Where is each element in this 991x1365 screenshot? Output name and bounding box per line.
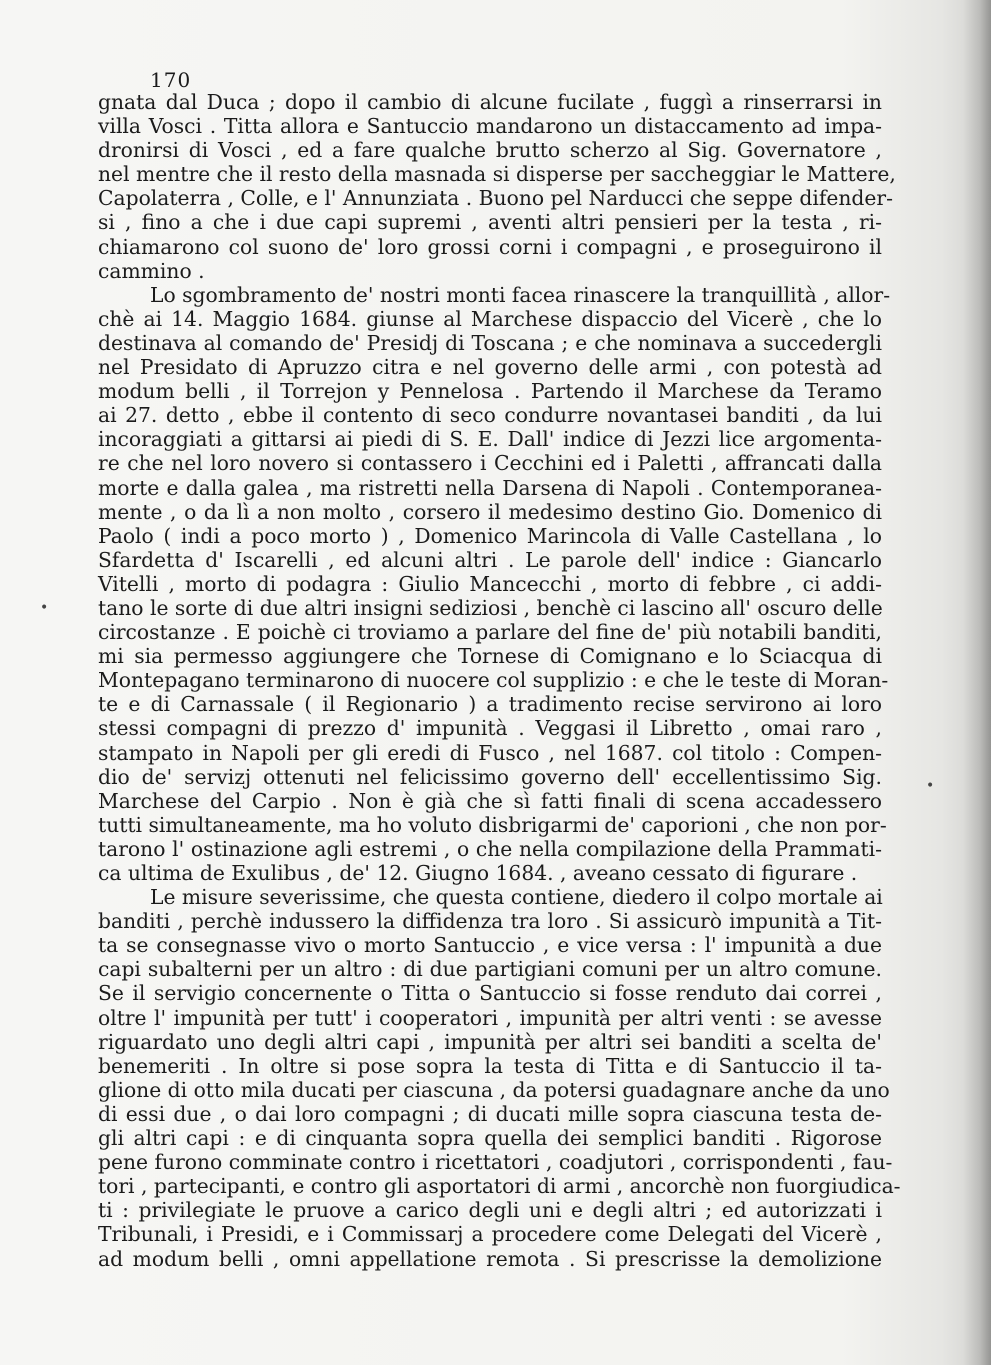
text-line: nel Presidato di Apruzzo citra e nel governo delle armi , con potestà ad <box>98 355 882 380</box>
text-line: circostanze . E poichè ci troviamo a parlare del fine de' più notabili banditi, <box>98 620 882 645</box>
text-line: ca ultima de Exulibus , de' 12. Giugno 1684. , aveano cessato di figurare . <box>98 861 858 885</box>
text-line: Se il servigio concernente o Titta o Santuccio si fosse renduto dai correi , <box>98 981 882 1006</box>
text-line: Sfardetta d' Iscarelli , ed alcuni altri . Le parole dell' indice : Giancarlo <box>98 547 882 572</box>
text-line: si , fino a che i due capi supremi , aventi altri pensieri per la testa , ri- <box>98 210 882 235</box>
text-line: dio de' servizj ottenuti nel felicissimo governo dell' eccellentissimo Sig. <box>98 764 882 789</box>
text-line: glione di otto mila ducati per ciascuna , da potersi guadagnare anche da uno <box>98 1077 890 1102</box>
text-line: Montepagano terminarono di nuocere col supplizio : e che le teste di Moran- <box>98 668 889 693</box>
text-line: mente , o da lì a non molto , corsero il medesimo destino Gio. Domenico di <box>98 499 882 524</box>
page-number: 170 <box>150 68 192 92</box>
text-line: benemeriti . In oltre si pose sopra la testa di Titta e di Santuccio il ta- <box>98 1053 882 1078</box>
text-line: ti : privilegiate le pruove a carico degli uni e degli altri ; ed autorizzati i <box>98 1198 882 1223</box>
text-line: nel mentre che il resto della masnada si disperse per saccheggiar le Mattere, <box>98 162 896 187</box>
text-line: te e di Carnassale ( il Regionario ) a tradimento recise servirono ai loro <box>98 692 882 717</box>
text-line: chè ai 14. Maggio 1684. giunse al Marchese dispaccio del Vicerè , che lo <box>98 306 882 331</box>
text-line: mi sia permesso aggiungere che Tornese di Comignano e lo Sciacqua di <box>98 644 882 669</box>
margin-speck: • <box>926 778 935 794</box>
text-line: cammino . <box>98 258 205 283</box>
text-line: Le misure severissime, che questa contiene, diedero il colpo mortale ai <box>150 885 883 910</box>
text-line: pene furono comminate contro i ricettatori , coadjutori , corrispondenti , fau- <box>98 1150 893 1175</box>
text-line: ad modum belli , omni appellatione remota . Si prescrisse la demolizione <box>98 1246 882 1271</box>
text-line: tori , partecipanti, e contro gli asportatori di armi , ancorchè non fuorgiudica- <box>98 1174 901 1199</box>
text-line: banditi , perchè indussero la diffidenza tra loro . Si assicurò impunità a Tit- <box>98 909 882 934</box>
text-line: tarono l' ostinazione agli estremi , o che nella compilazione della Prammati- <box>98 836 882 861</box>
text-line: di essi due , o dai loro compagni ; di ducati mille sopra ciascuna testa de- <box>98 1101 882 1126</box>
text-line: morte e dalla galea , ma ristretti nella Darsena di Napoli . Contemporanea- <box>98 475 882 500</box>
text-line: gnata dal Duca ; dopo il cambio di alcune fucilate , fuggì a rinserrarsi in <box>98 90 882 114</box>
text-line: chiamarono col suono de' loro grossi corni i compagni , e proseguirono il <box>98 234 882 259</box>
text-line: tutti simultaneamente, ma ho voluto disbrigarmi de' caporioni , che non por- <box>98 812 887 837</box>
body-text <box>98 90 901 1271</box>
text-line: ta se consegnasse vivo o morto Santuccio , e vice versa : l' impunità a due <box>98 933 882 958</box>
text-line: Paolo ( indi a poco morto ) , Domenico Marincola di Valle Castellana , lo <box>98 523 882 548</box>
text-line: re che nel loro novero si contassero i Cecchini ed i Paletti , affrancati dalla <box>98 451 882 476</box>
text-line: oltre l' impunità per tutt' i cooperatori , impunità per altri venti : se avesse <box>98 1005 882 1030</box>
text-line: Vitelli , morto di podagra : Giulio Mancecchi , morto di febbre , ci addi- <box>98 571 882 596</box>
page-edge-shadow <box>963 0 991 1365</box>
text-line: Tribunali, i Presidi, e i Commissarj a procedere come Delegati del Vicerè , <box>98 1222 882 1247</box>
text-line: dronirsi di Vosci , ed a fare qualche brutto scherzo al Sig. Governatore , <box>98 138 882 163</box>
text-line: Capolaterra , Colle, e l' Annunziata . Buono pel Narducci che seppe difender- <box>98 186 893 211</box>
text-line: destinava al comando de' Presidj di Toscana ; e che nominava a succedergli <box>98 330 882 355</box>
text-line: ai 27. detto , ebbe il contento di seco condurre novantasei banditi , da lui <box>98 403 882 428</box>
text-line: stampato in Napoli per gli eredi di Fusco , nel 1687. col titolo : Compen- <box>98 740 882 765</box>
margin-speck: • <box>40 600 49 616</box>
text-line: riguardato uno degli altri capi , impunità per altri sei banditi a scelta de' <box>98 1029 882 1054</box>
text-line: capi subalterni per un altro : di due partigiani comuni per un altro comune. <box>98 957 882 982</box>
text-line: stessi compagni di prezzo d' impunità . Veggasi il Libretto , omai raro , <box>98 716 882 741</box>
text-line: incoraggiati a gittarsi ai piedi di S. E. Dall' indice di Jezzi lice argomenta- <box>98 427 882 452</box>
text-line: Lo sgombramento de' nostri monti facea rinascere la tranquillità , allor- <box>150 282 891 307</box>
text-line: villa Vosci . Titta allora e Santuccio mandarono un distaccamento ad impa- <box>98 114 882 139</box>
text-line: modum belli , il Torrejon y Pennelosa . Partendo il Marchese da Teramo <box>98 379 882 404</box>
text-line: gli altri capi : e di cinquanta sopra quella dei semplici banditi . Rigorose <box>98 1126 882 1151</box>
text-line: Marchese del Carpio . Non è già che sì fatti finali di scena accadessero <box>98 788 882 813</box>
text-line: tano le sorte di due altri insigni sediziosi , benchè ci lascino all' oscuro delle <box>98 595 883 620</box>
